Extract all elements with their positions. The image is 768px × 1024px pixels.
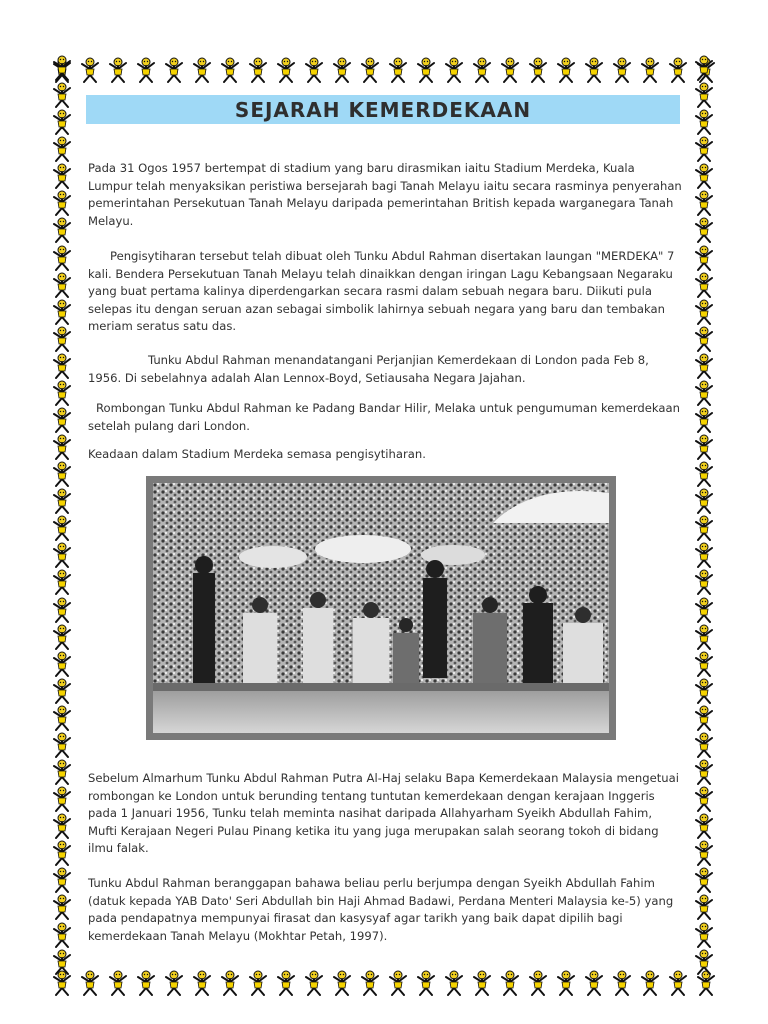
border-left [48,55,76,975]
cartoon-person-icon [442,57,466,83]
cartoon-person-icon [692,163,716,189]
cartoon-person-icon [470,970,494,996]
cartoon-person-icon [692,894,716,920]
cartoon-person-icon [610,57,634,83]
cartoon-person-icon [582,57,606,83]
cartoon-person-icon [666,970,690,996]
cartoon-person-icon [386,57,410,83]
cartoon-person-icon [414,970,438,996]
border-top [50,55,718,85]
cartoon-person-icon [692,705,716,731]
cartoon-person-icon [498,970,522,996]
photo-caption: Keadaan dalam Stadium Merdeka semasa pengisytiharan. [88,447,426,461]
paragraph-3: Tunku Abdul Rahman menandatangani Perjanjian Kemerdekaan di London pada Feb 8, 1956. Di sebelahnya adalah Alan Lennox-Boyd, Setiausaha Negara Jajahan. [88,353,649,385]
cartoon-person-icon [582,970,606,996]
cartoon-person-icon [78,970,102,996]
cartoon-person-icon [692,678,716,704]
cartoon-person-icon [50,380,74,406]
cartoon-person-icon [470,57,494,83]
cartoon-person-icon [50,542,74,568]
cartoon-person-icon [50,922,74,948]
cartoon-person-icon [50,461,74,487]
cartoon-person-icon [358,57,382,83]
cartoon-person-icon [190,57,214,83]
cartoon-person-icon [638,57,662,83]
cartoon-person-icon [692,245,716,271]
border-right [690,55,718,975]
cartoon-person-icon [50,55,74,81]
cartoon-person-icon [134,970,158,996]
cartoon-person-icon [692,867,716,893]
cartoon-person-icon [526,970,550,996]
cartoon-person-icon [50,732,74,758]
cartoon-person-icon [386,970,410,996]
paragraph-5: Sebelum Almarhum Tunku Abdul Rahman Putra Al-Haj selaku Bapa Kemerdekaan Malaysia mengetuai rombongan ke London untuk berunding tentang tuntutan kemerdekaan dengan kerajaan Inggeris pada 1 Januari 1956, Tunku telah meminta nasihat daripada Allahyarham Syeikh Abdullah Fahim, Mufti Kerajaan Negeri Pulau Pinang ketika itu yang juga merupakan salah seorang tokoh di bidang ilmu falak. [88,771,679,855]
cartoon-person-icon [692,217,716,243]
cartoon-person-icon [218,970,242,996]
cartoon-person-icon [666,57,690,83]
paragraph-2: Pengisytiharan tersebut telah dibuat oleh Tunku Abdul Rahman disertakan laungan "MERDEKA" 7 kali. Bendera Persekutuan Tanah Melayu telah dinaikkan dengan iringan Lagu Kebangsaan Negaraku yang buat pertama kalinya diperdengarkan secara rasmi dalam sebuah negara baru. Diikuti pula selepas itu dengan seruan azan sebagai simbolik lahirnya sebuah negara yang baru dan tembakan meriam seratus satu das. [88,249,675,333]
cartoon-person-icon [50,624,74,650]
border-bottom [50,968,718,998]
cartoon-person-icon [50,82,74,108]
cartoon-person-icon [190,970,214,996]
page-title: SEJARAH KEMERDEKAAN [234,97,532,122]
cartoon-person-icon [50,651,74,677]
cartoon-person-icon [50,488,74,514]
paragraph-4: Rombongan Tunku Abdul Rahman ke Padang Bandar Hilir, Melaka untuk pengumuman kemerdekaan setelah pulang dari London. [88,401,680,433]
cartoon-person-icon [218,57,242,83]
cartoon-person-icon [106,57,130,83]
cartoon-person-icon [162,970,186,996]
cartoon-person-icon [50,407,74,433]
cartoon-person-icon [692,922,716,948]
cartoon-person-icon [50,163,74,189]
cartoon-person-icon [134,57,158,83]
cartoon-person-icon [692,272,716,298]
cartoon-person-icon [692,624,716,650]
cartoon-person-icon [50,840,74,866]
paragraph-6: Tunku Abdul Rahman beranggapan bahawa beliau perlu berjumpa dengan Syeikh Abdullah Fahim (datuk kepada YAB Dato' Seri Abdullah bin Haji Ahmad Badawi, Perdana Menteri Malaysia ke-5) yang pada pendapatnya mempunyai firasat dan kasysyaf agar tarikh yang baik dapat dipilih bagi kemerdekaan Tanah Melayu (Mokhtar Petah, 1997). [88,876,674,943]
photo-image [153,483,609,733]
cartoon-person-icon [692,353,716,379]
cartoon-person-icon [692,380,716,406]
cartoon-person-icon [50,678,74,704]
cartoon-person-icon [692,190,716,216]
cartoon-person-icon [692,786,716,812]
cartoon-person-icon [554,57,578,83]
cartoon-person-icon [50,353,74,379]
cartoon-person-icon [692,82,716,108]
cartoon-person-icon [50,217,74,243]
cartoon-person-icon [692,488,716,514]
cartoon-person-icon [50,326,74,352]
cartoon-person-icon [638,970,662,996]
cartoon-person-icon [692,461,716,487]
cartoon-person-icon [610,970,634,996]
cartoon-person-icon [692,651,716,677]
cartoon-person-icon [50,894,74,920]
cartoon-person-icon [106,970,130,996]
cartoon-person-icon [50,759,74,785]
cartoon-person-icon [692,109,716,135]
cartoon-person-icon [50,434,74,460]
cartoon-person-icon [246,57,270,83]
cartoon-person-icon [526,57,550,83]
cartoon-person-icon [50,813,74,839]
cartoon-person-icon [50,949,74,975]
cartoon-person-icon [274,57,298,83]
title-banner [86,95,680,124]
stadium-crowd-photo [146,476,616,740]
cartoon-person-icon [50,867,74,893]
cartoon-person-icon [50,136,74,162]
cartoon-person-icon [50,569,74,595]
paragraph-1: Pada 31 Ogos 1957 bertempat di stadium yang baru dirasmikan iaitu Stadium Merdeka, Kuala Lumpur telah menyaksikan peristiwa bersejarah bagi Tanah Melayu iaitu secara rasminya penyerahan pemerintahan Persekutuan Tanah Melayu daripada pemerintahan British kepada warganegara Tanah Melayu. [88,161,682,228]
cartoon-person-icon [50,272,74,298]
cartoon-person-icon [692,434,716,460]
cartoon-person-icon [692,326,716,352]
cartoon-person-icon [50,245,74,271]
cartoon-person-icon [330,970,354,996]
cartoon-person-icon [302,57,326,83]
cartoon-person-icon [78,57,102,83]
cartoon-person-icon [50,109,74,135]
cartoon-person-icon [692,299,716,325]
cartoon-person-icon [498,57,522,83]
cartoon-person-icon [692,136,716,162]
cartoon-person-icon [302,970,326,996]
cartoon-person-icon [554,970,578,996]
cartoon-person-icon [246,970,270,996]
cartoon-person-icon [692,840,716,866]
cartoon-person-icon [50,786,74,812]
cartoon-person-icon [692,949,716,975]
cartoon-person-icon [358,970,382,996]
cartoon-person-icon [692,407,716,433]
cartoon-person-icon [162,57,186,83]
cartoon-person-icon [414,57,438,83]
cartoon-person-icon [692,55,716,81]
cartoon-person-icon [50,705,74,731]
cartoon-person-icon [692,597,716,623]
cartoon-person-icon [692,515,716,541]
cartoon-person-icon [692,813,716,839]
cartoon-person-icon [50,190,74,216]
cartoon-person-icon [50,515,74,541]
cartoon-person-icon [50,299,74,325]
cartoon-person-icon [692,759,716,785]
cartoon-person-icon [50,597,74,623]
cartoon-person-icon [692,569,716,595]
cartoon-person-icon [442,970,466,996]
cartoon-person-icon [330,57,354,83]
cartoon-person-icon [692,542,716,568]
cartoon-person-icon [692,732,716,758]
cartoon-person-icon [274,970,298,996]
